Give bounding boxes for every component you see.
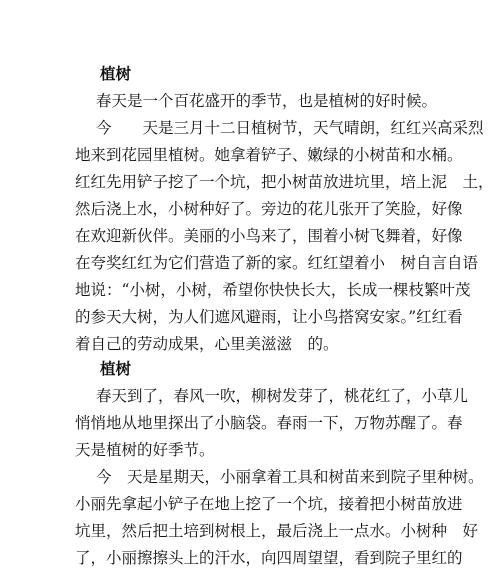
essay-1-line-6: 在欢迎新伙伴。美丽的小鸟来了，围着小树飞舞着，好像 [75,227,463,245]
essay-1-line-3: 地来到花园里植树。她拿着铲子、嫩绿的小树苗和水桶。 [75,146,463,164]
essay-2-line-4: 今 天是星期天，小丽拿着工具和树苗来到院子里种树。 [96,468,484,486]
essay-2-line-1: 春天到了，春风一吹，柳树发芽了，桃花红了，小草儿 [96,387,469,405]
essay-1-line-2: 今 天是三月十二日植树节，天气晴朗，红红兴高采烈 [96,119,484,137]
essay-2-line-2: 悄悄地从地里探出了小脑袋。春雨一下，万物苏醒了。春 [75,414,463,432]
essay-2-line-3: 天是植树的好季节。 [75,441,215,459]
essay-1-line-9: 的参天大树，为人们遮风避雨，让小鸟搭窝安家。”红红看 [75,308,463,326]
essay-1-title: 植树 [100,64,132,83]
essay-1-line-4: 红红先用铲子挖了一个坑，把小树苗放进坑里，培上泥 土， [75,173,494,191]
essay-2-line-5: 小丽先拿起小铲子在地上挖了一个坑，接着把小树苗放进 [75,495,463,513]
essay-1-line-1: 春天是一个百花盛开的季节，也是植树的好时候。 [96,92,438,110]
essay-1-line-8: 地说：“小树，小树，希望你快快长大，长成一棵枝繁叶茂 [75,281,471,299]
essay-2-title: 植树 [100,359,132,378]
essay-1-line-7: 在夸奖红红为它们营造了新的家。红红望着小 树自言自语 [75,254,479,272]
essay-1-line-10: 着自己的劳动成果，心里美滋滋 的。 [75,335,339,353]
essay-1-line-5: 然后浇上水，小树种好了。旁边的花儿张开了笑脸，好像 [75,200,463,218]
essay-2-line-6: 坑里，然后把土培到树根上，最后浇上一点水。小树种 好 [75,522,479,540]
essay-2-line-7: 了，小丽擦擦头上的汗水，向四周望望，看到院子里红的 [75,549,463,567]
